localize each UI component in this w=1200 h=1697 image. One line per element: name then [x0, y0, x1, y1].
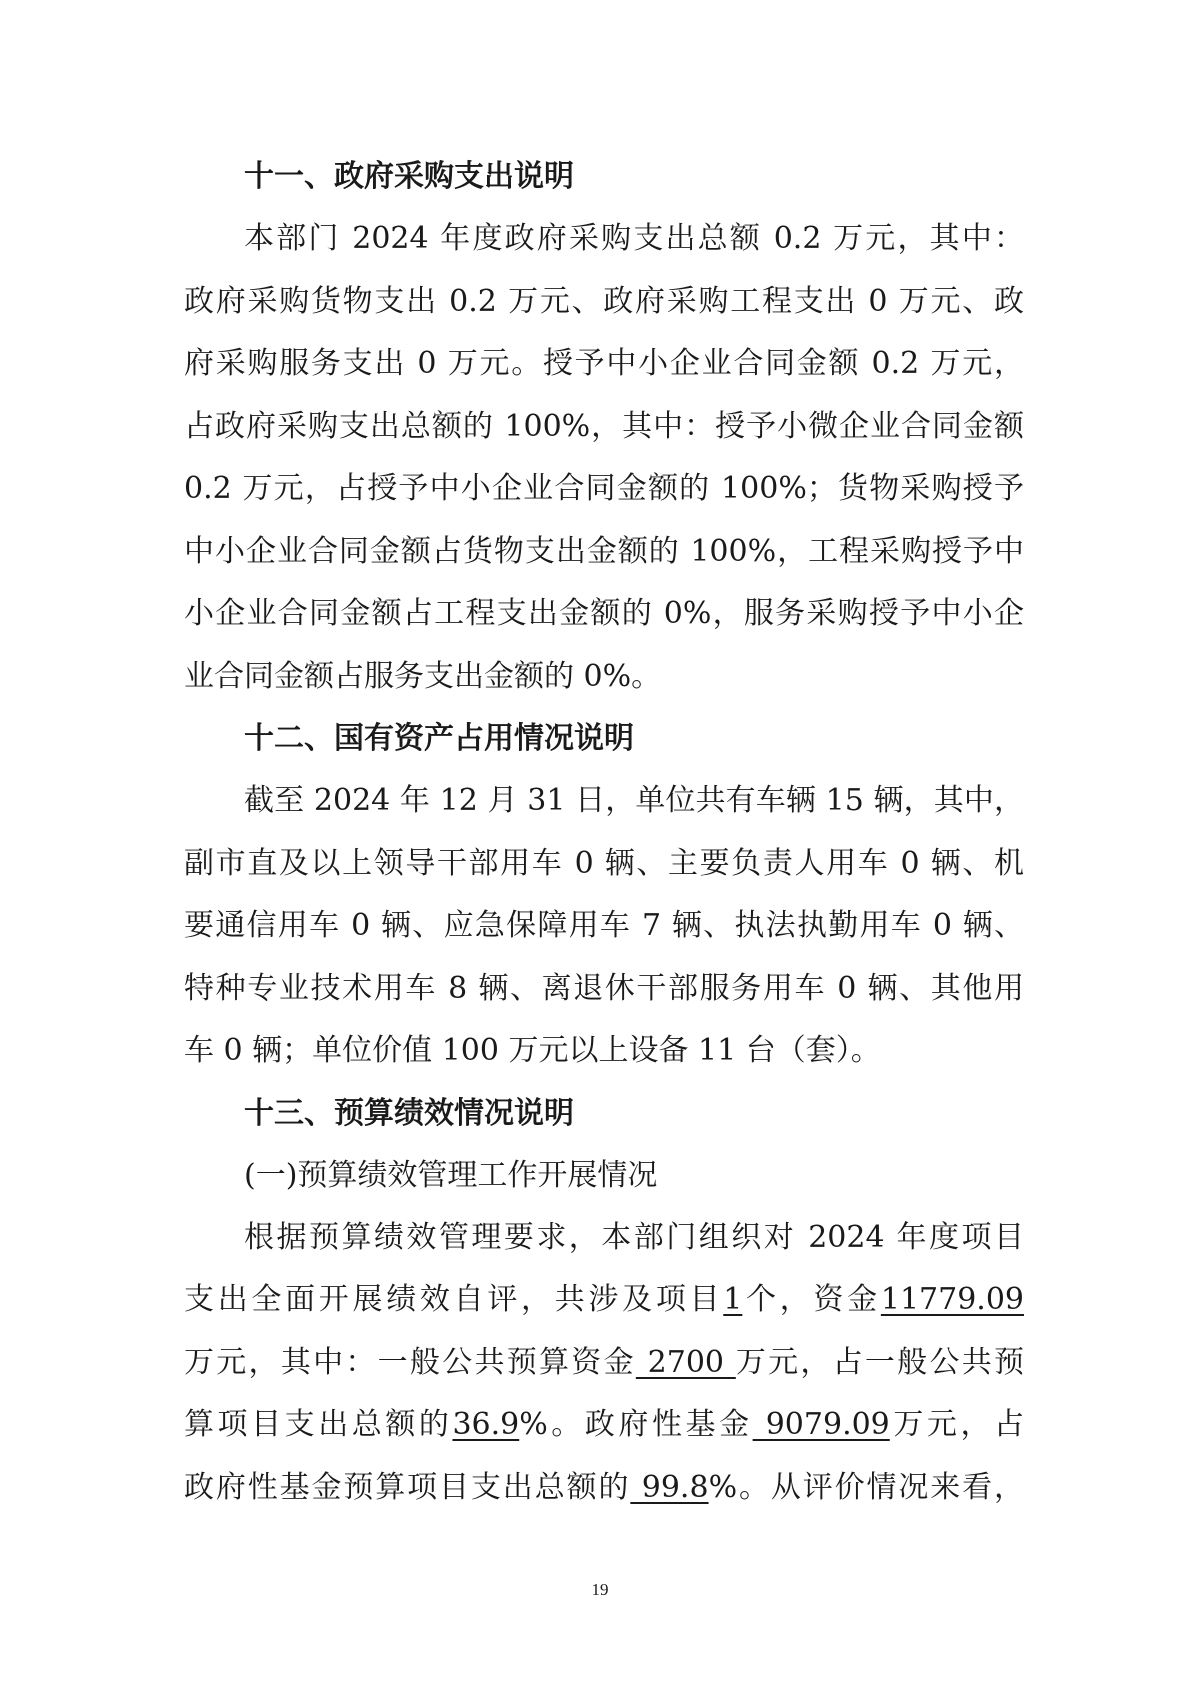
- paragraph-line: 业合同金额占服务支出金额的 0%。: [184, 658, 662, 694]
- text-run: 个，资金: [742, 1282, 881, 1317]
- text-run: 万元，占一般公共预: [735, 1344, 1025, 1380]
- paragraph-line: 政府采购货物支出 0.2 万元、政府采购工程支出 0 万元、政: [184, 283, 1024, 319]
- paragraph-line: 截至 2024 年 12 月 31 日，单位共有车辆 15 辆，其中，: [244, 783, 1024, 818]
- text-run: 政府性基金预算项目支出总额的: [184, 1469, 631, 1505]
- paragraph-line: 府采购服务支出 0 万元。授予中小企业合同金额 0.2 万元，: [184, 346, 1024, 381]
- paragraph-line: 小企业合同金额占工程支出金额的 0%，服务采购授予中小企: [184, 596, 1024, 631]
- total-funds-value: 11779.09: [880, 1282, 1025, 1317]
- paragraph-assets: [184, 770, 1024, 1083]
- paragraph-line: 车 0 辆；单位价值 100 万元以上设备 11 台（套）。: [184, 1033, 881, 1068]
- paragraph-line: 本部门 2024 年度政府采购支出总额 0.2 万元，其中：: [244, 221, 1024, 256]
- page-number: 19: [591, 1580, 609, 1599]
- paragraph-performance: [184, 1207, 1024, 1520]
- general-share-value: 36.9: [452, 1407, 520, 1442]
- fund-amount-value: 9079.09: [752, 1407, 890, 1442]
- subsection-heading: (一)预算绩效管理工作开展情况: [244, 1157, 658, 1193]
- section-heading-13: 十三、预算绩效情况说明: [244, 1095, 574, 1131]
- text-run: 支出全面开展绩效自评，共涉及项目: [184, 1282, 724, 1317]
- paragraph-line: [184, 1269, 1024, 1332]
- paragraph-line: 根据预算绩效管理要求，本部门组织对 2024 年度项目: [244, 1219, 1024, 1255]
- section-heading-12: 十二、国有资产占用情况说明: [244, 721, 634, 756]
- fund-share-value: 99.8: [630, 1469, 709, 1505]
- paragraph-line: 要通信用车 0 辆、应急保障用车 7 辆、执法执勤用车 0 辆、: [184, 908, 1024, 943]
- text-run: %。政府性基金: [519, 1407, 753, 1442]
- text-run: 算项目支出总额的: [184, 1407, 453, 1442]
- section-heading-11: 十一、政府采购支出说明: [244, 159, 574, 194]
- paragraph-line: [184, 1394, 1024, 1457]
- paragraph-line: 中小企业合同金额占货物支出金额的 100%，工程采购授予中: [184, 533, 1024, 569]
- text-run: %。从评价情况来看，: [708, 1469, 1024, 1505]
- paragraph-line: [184, 1457, 1024, 1520]
- paragraph-line: 副市直及以上领导干部用车 0 辆、主要负责人用车 0 辆、机: [184, 845, 1024, 881]
- document-page: [184, 146, 1024, 1519]
- general-budget-value: 2700: [635, 1344, 736, 1380]
- project-count-value: 1: [723, 1282, 743, 1317]
- text-run: 万元，其中：一般公共预算资金: [184, 1344, 636, 1380]
- text-run: 万元，占: [889, 1407, 1024, 1442]
- paragraph-procurement: [184, 208, 1024, 708]
- paragraph-line: [184, 1332, 1024, 1395]
- paragraph-line: 特种专业技术用车 8 辆、离退休干部服务用车 0 辆、其他用: [184, 970, 1024, 1006]
- paragraph-line: 占政府采购支出总额的 100%，其中：授予小微企业合同金额: [184, 408, 1024, 444]
- paragraph-line: 0.2 万元，占授予中小企业合同金额的 100%；货物采购授予: [184, 471, 1024, 506]
